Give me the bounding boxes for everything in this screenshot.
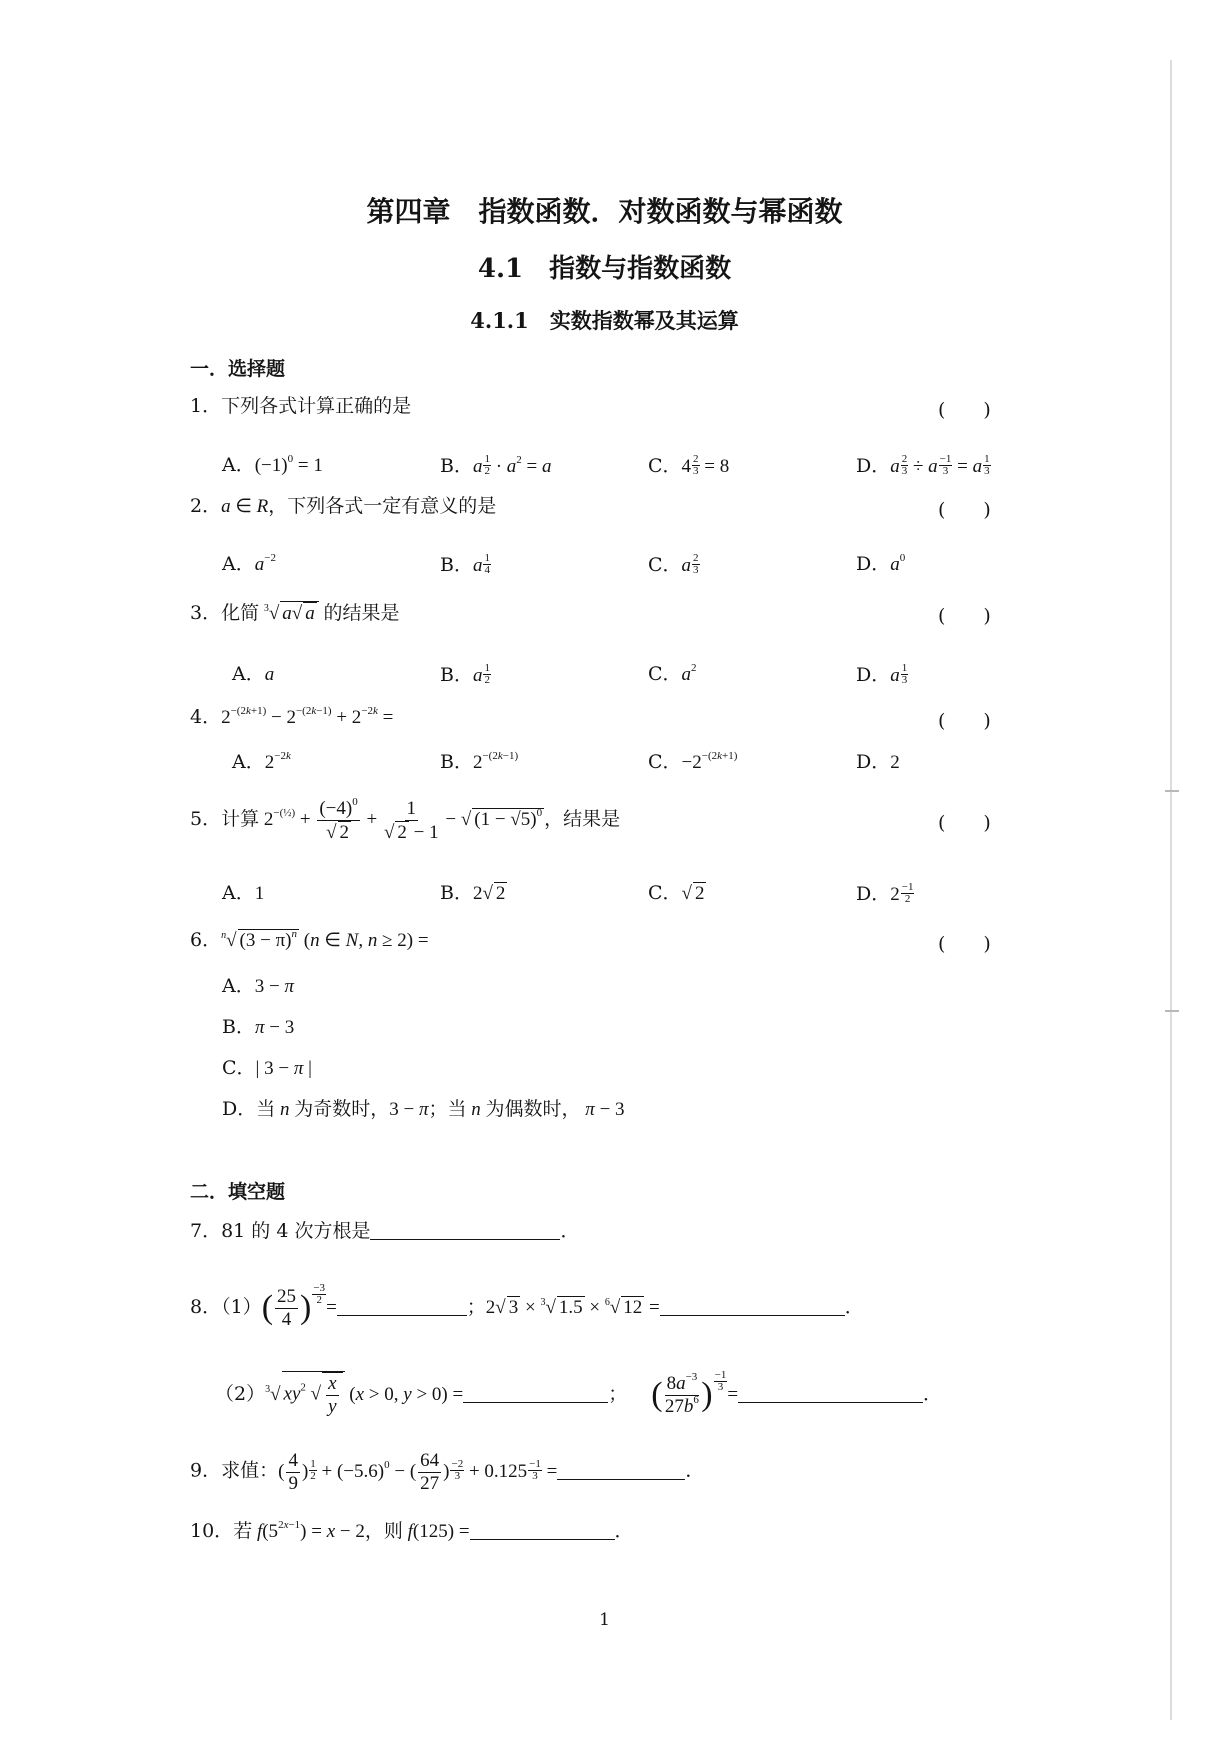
q1-option-c: C．4 $\frac{2}{3}$ = 8 bbox=[648, 453, 730, 477]
q2-option-a: A．$a^{-2}$ bbox=[222, 552, 276, 575]
question-5: 5．计算 $2^{-(\frac{1}{2})}$ + $\frac{(-4)^0}{√ 2}$ + $\frac{1}{√ 2 - 1}$ − √ $(1 - √5)^0$ ，结果是 bbox=[190, 796, 621, 843]
question-8-part-2: $(2)^3√$ $xy^2$ √ $\frac{x}{y}$ (x > 0, y > 0) = ； ( $\frac{8a^{-3}}{27b^6}$ ) $\frac{-1}{3}$ = ． bbox=[215, 1369, 943, 1418]
answer-parentheses: ( ) bbox=[938, 605, 991, 627]
page-number: 1 bbox=[599, 1610, 610, 1630]
q5-option-c: C．√ 2 bbox=[648, 882, 705, 904]
answer-parentheses: ( ) bbox=[938, 710, 991, 732]
q2-option-b: B．a $\frac{1}{4}$ bbox=[440, 552, 490, 576]
answer-blank[interactable] bbox=[337, 1297, 467, 1316]
subsection-title: 4.1.1 实数指数幂及其运算 bbox=[470, 308, 739, 333]
q6-option-a: A．3 − π bbox=[222, 975, 294, 997]
question-4: 4．$2^{-(2k+1)} - 2^{-(2k-1)} + 2^{-2k}$ = bbox=[190, 705, 394, 728]
question-2: 2．a ∈ R，下列各式一定有意义的是 bbox=[190, 495, 497, 517]
question-number: 1． bbox=[190, 395, 222, 417]
answer-blank[interactable] bbox=[463, 1384, 608, 1403]
question-8-part-1: 8．（1）( $\frac{25}{4}$ ) $\frac{-3}{2}$ = ；2√ 3 × $^3$√ 1.5 × $^6$√ 12 = ． bbox=[190, 1282, 864, 1331]
q3-option-b: B．a $\frac{1}{2}$ bbox=[440, 662, 490, 686]
q4-option-a: A．$2^{-2k}$ bbox=[232, 750, 291, 773]
q3-option-c: C．$a^2$ bbox=[648, 662, 697, 685]
answer-blank[interactable] bbox=[370, 1221, 560, 1240]
question-6: 6．$^n$√ $(3 - \pi)^n$ (n ∈ N, n ≥ 2) = bbox=[190, 928, 429, 951]
q5-option-b: B．2√ 2 bbox=[440, 882, 506, 904]
q6-option-d: D．当 n 为奇数时，3 − π；当 n 为偶数时， π − 3 bbox=[222, 1098, 625, 1120]
q2-option-d: D．$a^0$ bbox=[856, 552, 906, 575]
answer-blank[interactable] bbox=[660, 1297, 845, 1316]
question-text: ，下列各式一定有意义的是 bbox=[268, 495, 497, 517]
q1-option-d: D．a $\frac{2}{3}$ ÷ a $\frac{-1}{3}$ = a $\frac{1}{3}$ bbox=[856, 453, 990, 477]
question-1 bbox=[190, 395, 411, 418]
answer-blank[interactable] bbox=[470, 1521, 615, 1540]
q1-option-a: A．$(-1)^0 = 1$ bbox=[222, 453, 323, 476]
answer-parentheses: ( ) bbox=[938, 399, 991, 421]
question-9: 9．求值：( $\frac{4}{9}$ ) $\frac{1}{2}$ + $(-5.6)^0$ − ( $\frac{64}{27}$ ) $\frac{-2}{3}$ + 0.125 $\frac{-1}{3}$ = ． bbox=[190, 1450, 705, 1494]
answer-blank[interactable] bbox=[738, 1384, 923, 1403]
answer-parentheses: ( ) bbox=[938, 499, 991, 521]
q4-option-c: C．$-2^{-(2k+1)}$ bbox=[648, 750, 738, 773]
chapter-title: 第四章 指数函数．对数函数与幂函数 bbox=[366, 195, 843, 228]
answer-parentheses: ( ) bbox=[938, 933, 991, 955]
q6-option-b: B．π − 3 bbox=[222, 1016, 295, 1038]
q2-option-c: C．a $\frac{2}{3}$ bbox=[648, 552, 699, 576]
scan-edge-mark bbox=[1165, 790, 1179, 792]
question-7: 7．81 的 4 次方根是 ． bbox=[190, 1220, 580, 1242]
q6-option-c: C．| 3 − π | bbox=[222, 1057, 312, 1079]
q3-option-d: D．a $\frac{1}{3}$ bbox=[856, 662, 908, 686]
scan-edge-mark bbox=[1165, 1010, 1179, 1012]
section-heading-fill: 二．填空题 bbox=[190, 1181, 286, 1203]
q3-option-a: A．a bbox=[232, 663, 275, 685]
q5-option-a: A．1 bbox=[222, 882, 265, 904]
question-3: 3．化简 $^3$√ a√ a 的结果是 bbox=[190, 602, 400, 624]
q5-option-d: D．2 $\frac{-1}{2}$ bbox=[856, 881, 914, 905]
section-title: 4.1 指数与指数函数 bbox=[477, 254, 732, 284]
answer-parentheses: ( ) bbox=[938, 812, 991, 834]
section-heading-choice: 一．选择题 bbox=[190, 358, 286, 380]
answer-blank[interactable] bbox=[557, 1461, 685, 1480]
q4-option-b: B．$2^{-(2k-1)}$ bbox=[440, 750, 519, 773]
q4-option-d: D．2 bbox=[856, 751, 900, 773]
question-10: 10．若 $f(5^{2x-1}) = x - 2$，则 f(125) = ． bbox=[190, 1519, 634, 1542]
question-text: 下列各式计算正确的是 bbox=[221, 395, 412, 417]
q1-option-b: B．a $\frac{1}{2}$ · $a^2 = a$ bbox=[440, 453, 552, 477]
